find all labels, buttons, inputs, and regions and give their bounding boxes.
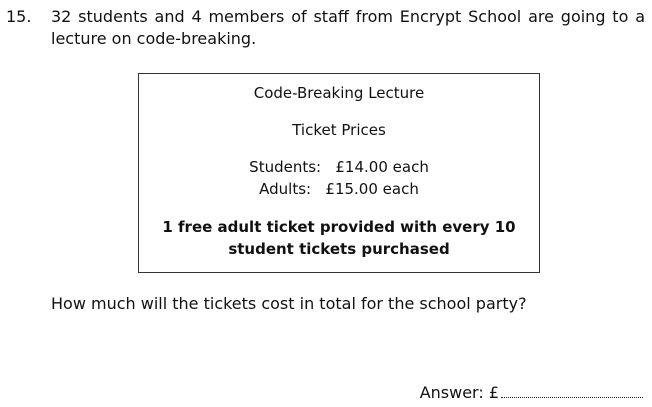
answer-line <box>420 382 643 404</box>
answer-blank[interactable] <box>501 385 643 398</box>
adult-price: Adults: £15.00 each <box>259 180 419 198</box>
question-prompt: How much will the tickets cost in total for the school party? <box>51 294 527 313</box>
student-price: Students: £14.00 each <box>249 158 429 176</box>
question-text: 32 students and 4 members of staff from Encrypt School are going to a lecture on code-breaking. <box>51 7 645 48</box>
question-number: 15. <box>6 7 32 26</box>
answer-label: Answer: £ <box>419 383 499 402</box>
box-title: Code-Breaking Lecture <box>253 84 425 102</box>
offer-text <box>139 216 539 260</box>
ticket-price-box <box>138 73 540 273</box>
box-subtitle: Ticket Prices <box>292 121 386 139</box>
offer-line-1: 1 free adult ticket provided with every 10 <box>162 218 516 236</box>
offer-line-2: student tickets purchased <box>228 240 450 258</box>
